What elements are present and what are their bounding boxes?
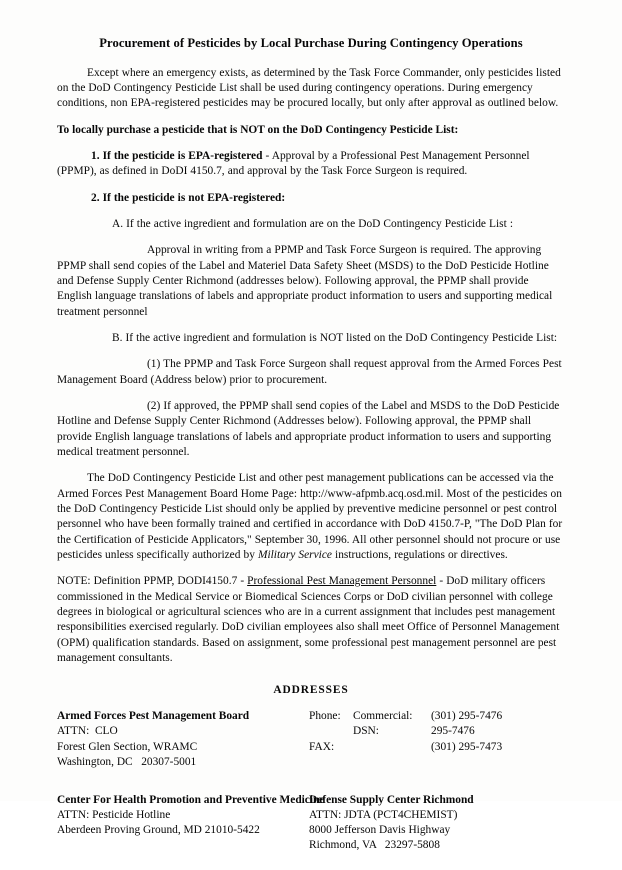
list-item-1-label: 1. If the pesticide is EPA-registered xyxy=(91,150,263,163)
afpmb-city: Washington, DC 20307-5001 xyxy=(57,755,197,768)
phone-label: Phone: xyxy=(309,710,341,723)
fax-value: (301) 295-7473 xyxy=(431,740,503,753)
address-row-secondary xyxy=(57,793,565,854)
chppm-city: Aberdeen Proving Ground, MD 21010-5422 xyxy=(57,824,260,837)
chppm-name: Center For Health Promotion and Preventive Medicine xyxy=(57,793,325,806)
list-item-1-text: - Approval by a Professional Pest Management Personnel (PPMP), as defined in DoDI 4150.7, and approval by the Task Force Surgeon is required. xyxy=(57,150,530,178)
addresses-heading: ADDRESSES xyxy=(273,684,349,697)
dsn-label: DSN: xyxy=(353,725,379,738)
dscr-address-block xyxy=(309,793,565,854)
dscr-name: Defense Supply Center Richmond xyxy=(309,793,474,806)
commercial-value: (301) 295-7476 xyxy=(431,710,503,723)
note-body: - DoD military officers commissioned in the Medical Service or Biomedical Sciences Corps or DoD civilian personnel with college degrees in biological or agricultural sciences who are in a current assignment that includes pest management responsibilities exercised regularly. DoD civilian employees also shall meet Office of Personnel Management (OPM) qualification standards. Based on assignment, some professional pest management personnel are pest management consultants. xyxy=(57,575,560,664)
resources-italic-term: Military Service xyxy=(257,548,332,561)
note-underlined-term: Professional Pest Management Personnel xyxy=(247,575,437,588)
list-item-a-body: Approval in writing from a PPMP and Task Force Surgeon is required. The approving PPMP shall send copies of the Label and Materiel Data Safety Sheet (MSDS) to the DoD Pesticide Hotline and Defense Supply Center Richmond (addresses below). Following approval, the PPMP shall provide English language translations of labels and appropriate product information to users and supporting medical treatment personnel xyxy=(57,244,553,318)
afpmb-attn: ATTN: CLO xyxy=(57,725,118,738)
chppm-address-block xyxy=(57,793,325,854)
address-row-primary xyxy=(57,709,565,770)
afpmb-street: Forest Glen Section, WRAMC xyxy=(57,740,198,753)
page-title: Procurement of Pesticides by Local Purchase During Contingency Operations xyxy=(99,36,523,50)
dscr-city: Richmond, VA 23297-5808 xyxy=(309,839,440,852)
intro-paragraph: Except where an emergency exists, as determined by the Task Force Commander, only pesticides listed on the DoD Contingency Pesticide List shall be used during contingency operations. During emergency conditions, non EPA-registered pesticides may be procured locally, but only after approval as outlined below. xyxy=(57,66,561,110)
note-paragraph xyxy=(57,574,565,666)
note-prefix: NOTE: Definition PPMP, DODI4150.7 - xyxy=(57,575,248,588)
list-item-b2: (2) If approved, the PPMP shall send copies of the Label and MSDS to the DoD Pesticide Hotline and Defense Supply Center Richmond (Addresses below). Following approval, the PPMP shall provide English language translations of labels and appropriate product information to users and supporting medical treatment personnel. xyxy=(57,399,560,458)
list-item-2: 2. If the pesticide is not EPA-registered: xyxy=(91,191,286,204)
afpmb-name: Armed Forces Pest Management Board xyxy=(57,710,250,723)
afpmb-address-block xyxy=(57,709,309,770)
resources-text-part1: The DoD Contingency Pesticide List and other pest management publications can be accessed via the Armed Forces Pest Management Board Home Page: http://www-afpmb.acq.osd.mil. Most of the pesticides on the DoD Contingency Pesticide List should only be applied by preventive medicine personnel or pest control personnel who have been formally trained and certified in accordance with DoD 4150.7-P, "The DoD Plan for the Certification of Pesticide Applicators," September 30, 1996. All other personnel should not procure or use pesticides unless specifically authorized by xyxy=(57,472,563,561)
list-item-b1: (1) The PPMP and Task Force Surgeon shall request approval from the Armed Forces Pest Management Board (Address below) prior to procurement. xyxy=(57,358,562,386)
fax-label: FAX: xyxy=(309,740,335,753)
afpmb-contact-block xyxy=(309,709,565,770)
dscr-attn: ATTN: JDTA (PCT4CHEMIST) xyxy=(309,809,458,822)
commercial-label: Commercial: xyxy=(353,710,413,723)
dsn-value: 295-7476 xyxy=(431,725,475,738)
fax-label-spacer xyxy=(353,740,431,755)
phone-label-spacer xyxy=(309,724,353,739)
document-body xyxy=(57,36,565,870)
section-heading: To locally purchase a pesticide that is NOT on the DoD Contingency Pesticide List: xyxy=(57,123,459,136)
phone-grid xyxy=(309,709,565,754)
resources-paragraph xyxy=(57,471,565,563)
list-item-1 xyxy=(57,149,565,180)
chppm-attn: ATTN: Pesticide Hotline xyxy=(57,809,171,822)
list-item-a: A. If the active ingredient and formulation are on the DoD Contingency Pesticide List : xyxy=(112,218,514,231)
list-item-b: B. If the active ingredient and formulation is NOT listed on the DoD Contingency Pesticide List: xyxy=(112,332,558,344)
resources-text-part2: instructions, regulations or directives. xyxy=(332,548,508,561)
dscr-street: 8000 Jefferson Davis Highway xyxy=(309,824,451,837)
